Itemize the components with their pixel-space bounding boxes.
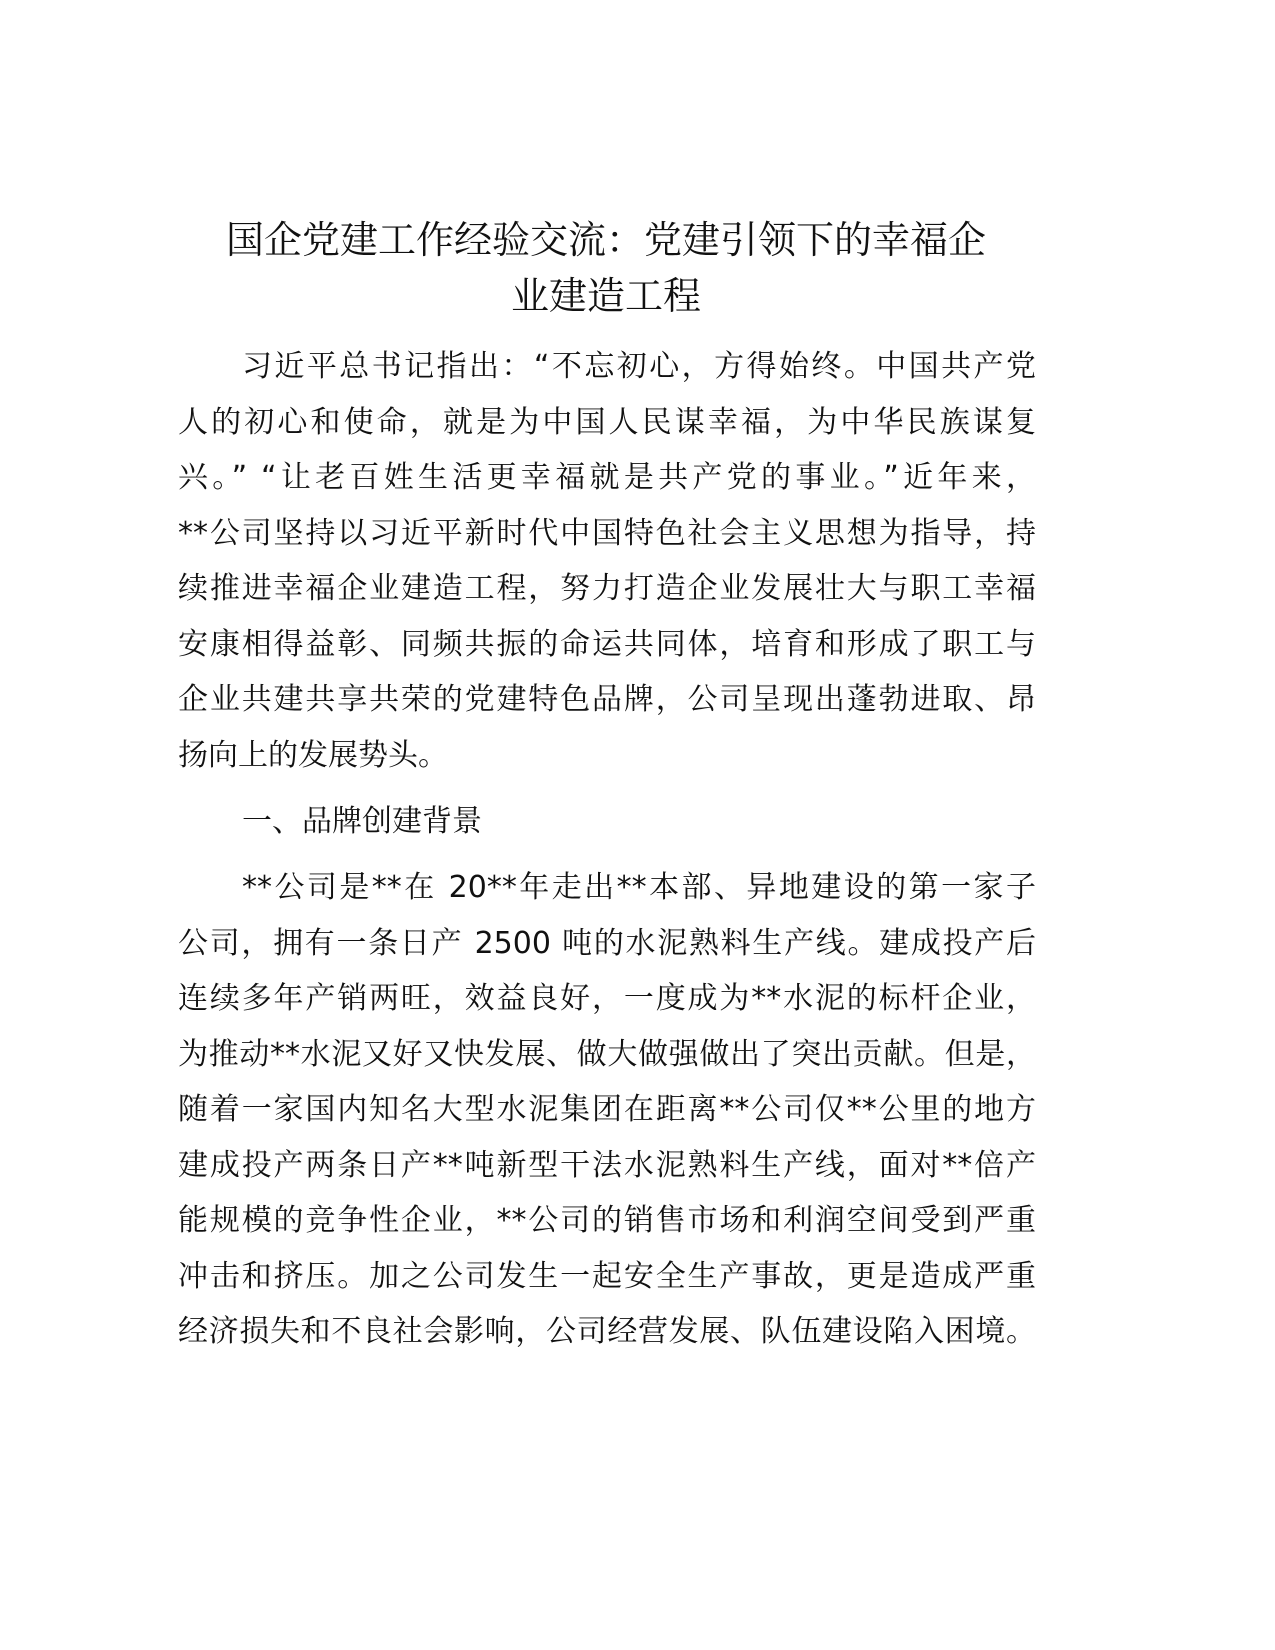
text-line: 习近平总书记指出：“不忘初心，方得始终。中国共产党 xyxy=(242,349,1036,384)
text-line: 建成投产两条日产**吨新型干法水泥熟料生产线，面对**倍产 xyxy=(178,1147,1036,1183)
text-line: 随着一家国内知名大型水泥集团在距离**公司仅**公里的地方 xyxy=(178,1092,1036,1127)
text-line: 兴。” “让老百姓生活更幸福就是共产党的事业。”近年来， xyxy=(178,460,1036,495)
text-line: 经济损失和不良社会影响，公司经营发展、队伍建设陷入困境。 xyxy=(178,1314,1036,1349)
text-line: **公司是**在 20**年走出**本部、异地建设的第一家子 xyxy=(242,870,1036,905)
text-line: **公司坚持以习近平新时代中国特色社会主义思想为指导，持 xyxy=(178,515,1036,551)
text-line: 连续多年产销两旺，效益良好，一度成为**水泥的标杆企业， xyxy=(178,981,1036,1016)
paragraph-background xyxy=(178,860,1036,1360)
text-line: 人的初心和使命，就是为中国人民谋幸福，为中华民族谋复 xyxy=(178,404,1036,440)
text-line: 公司，拥有一条日产 2500 吨的水泥熟料生产线。建成投产后 xyxy=(178,925,1036,961)
paragraph-intro xyxy=(178,339,1036,783)
text-line: 安康相得益彰、同频共振的命运共同体，培育和形成了职工与 xyxy=(178,626,1036,662)
title-line-2: 业建造工程 xyxy=(510,274,701,318)
text-line: 冲击和挤压。加之公司发生一起安全生产事故，更是造成严重 xyxy=(178,1258,1036,1294)
text-line: 为推动**水泥又好又快发展、做大做强做出了突出贡献。但是， xyxy=(178,1036,1036,1072)
title-line-1: 国企党建工作经验交流：党建引领下的幸福企 xyxy=(225,218,986,262)
text-line: 扬向上的发展势头。 xyxy=(178,737,448,773)
text-line: 续推进幸福企业建造工程，努力打造企业发展壮大与职工幸福 xyxy=(178,571,1036,606)
text-line: 企业共建共享共荣的党建特色品牌，公司呈现出蓬勃进取、昂 xyxy=(178,682,1036,717)
document-title xyxy=(150,212,1062,324)
text-line: 能规模的竞争性企业，**公司的销售市场和利润空间受到严重 xyxy=(178,1203,1036,1238)
section-heading: 一、品牌创建背景 xyxy=(242,804,482,839)
